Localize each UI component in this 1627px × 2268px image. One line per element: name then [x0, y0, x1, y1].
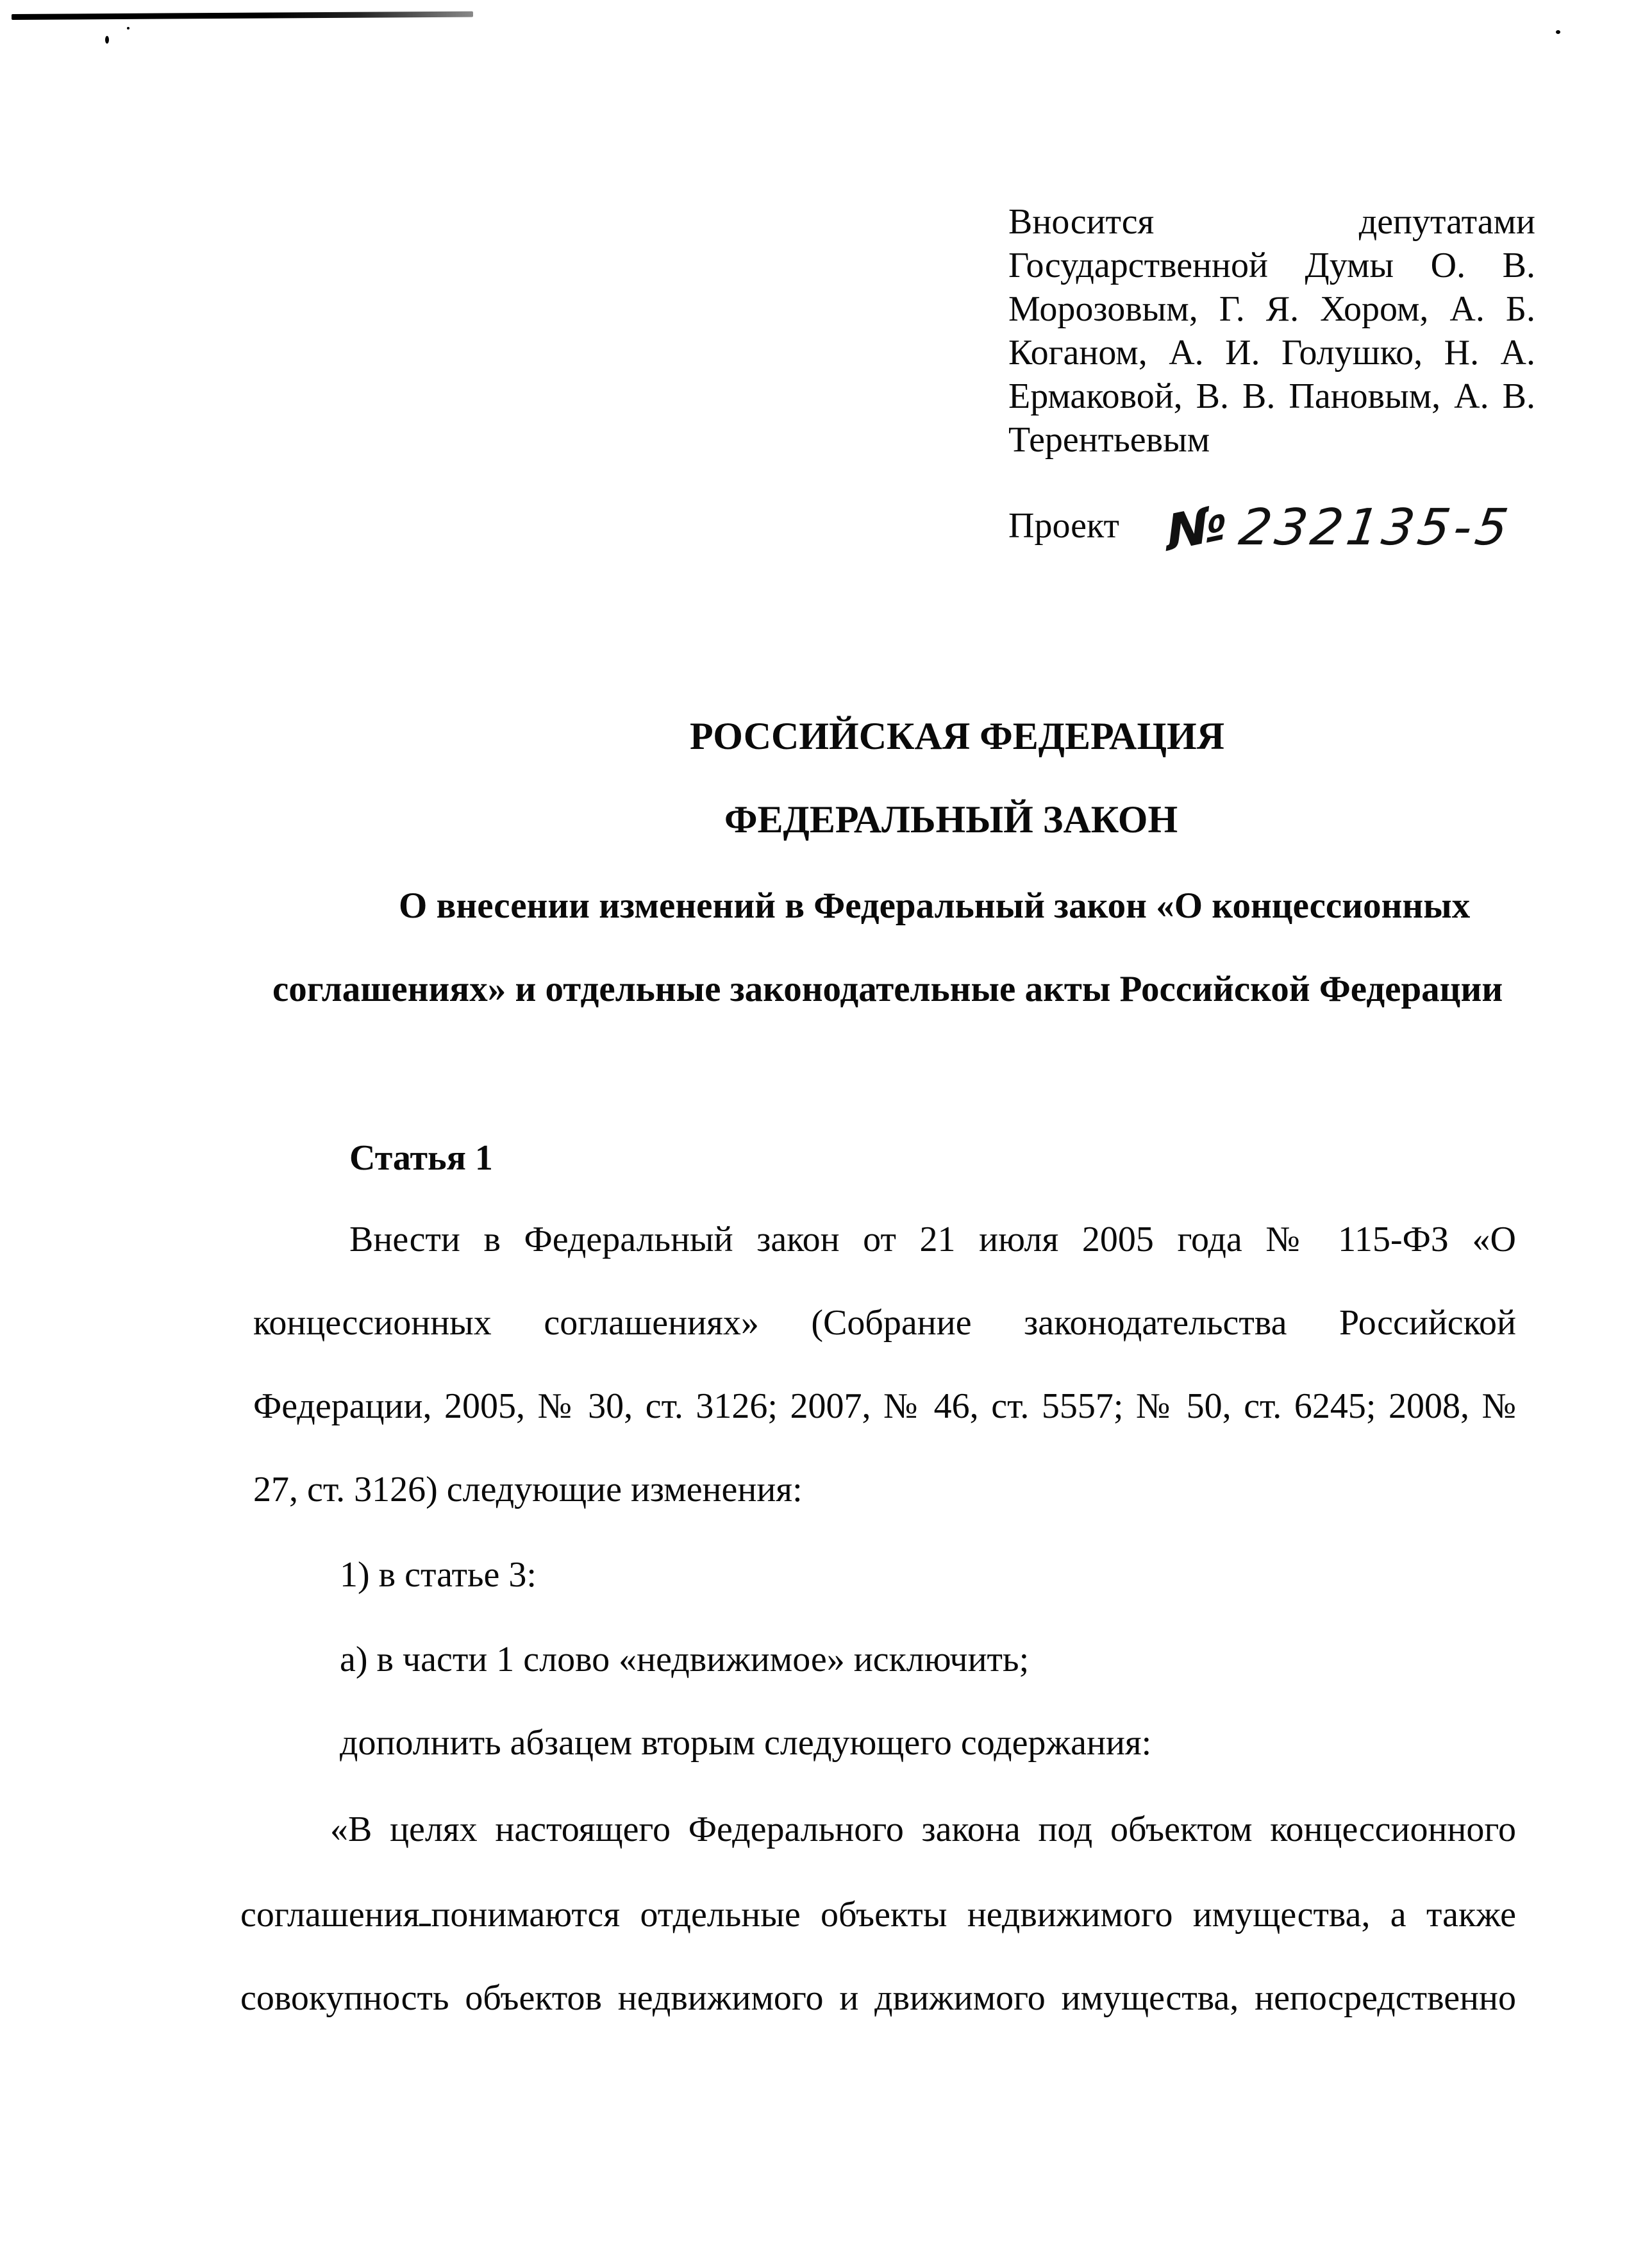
document-type-title: ФЕДЕРАЛЬНЫЙ ЗАКОН: [724, 798, 1178, 841]
introduced-by-line-1: [1008, 204, 1535, 240]
introduced-by-line-6: Терентьевым: [1008, 420, 1210, 460]
law-subject-line-2: соглашениях» и отдельные законодательные акты Российской Федерации: [272, 969, 1503, 1009]
scan-speck: [1556, 30, 1560, 34]
introduced-by-line-5: Ермаковой, В. В. Пановым, А. В.: [1008, 376, 1535, 416]
introduced-by-line-4: Коганом, А. И. Голушко, Н. А.: [1008, 333, 1535, 373]
quote-line-2-start: соглашения: [240, 1897, 431, 1933]
country-title: РОССИЙСКАЯ ФЕДЕРАЦИЯ: [690, 715, 1225, 757]
quote-line-2: [240, 1897, 1516, 1933]
article-intro-line-4: 27, ст. 3126) следующие изменения:: [253, 1470, 803, 1509]
article-intro-line-2: концессионных соглашениях» (Собрание законодательства Российской: [253, 1303, 1516, 1343]
project-number: 232135-5: [1235, 499, 1515, 557]
handwritten-number-sign: №: [1164, 492, 1233, 563]
article-heading: Статья 1: [349, 1138, 493, 1178]
introduced-word: Вносится: [1008, 202, 1155, 242]
scan-speck: [127, 27, 129, 29]
article-intro-line-1: Внести в Федеральный закон от 21 июля 2005 года № 115-ФЗ «О: [349, 1220, 1516, 1259]
quote-line-3: совокупность объектов недвижимого и движимого имущества, непосредственно: [240, 1978, 1516, 2018]
project-number-handwritten: [1164, 492, 1515, 563]
item-1-article-3: 1) в статье 3:: [340, 1555, 537, 1595]
project-label: Проект: [1008, 506, 1119, 546]
deputies-word: депутатами: [1358, 202, 1535, 242]
quote-line-1: «В целях настоящего Федерального закона под объектом концессионного: [330, 1810, 1516, 1849]
scan-edge-line: [12, 12, 473, 20]
supplement-paragraph: дополнить абзацем вторым следующего содержания:: [340, 1723, 1152, 1763]
typo-underscore-mark: [419, 1923, 431, 1926]
introduced-by-line-2: Государственной Думы О. В.: [1008, 246, 1535, 285]
introduced-by-line-3: Морозовым, Г. Я. Хором, А. Б.: [1008, 289, 1535, 329]
quote-line-2-rest: понимаются отдельные объекты недвижимого имущества, а также: [431, 1895, 1516, 1935]
item-a-part-1: а) в части 1 слово «недвижимое» исключить;: [340, 1640, 1030, 1679]
article-intro-line-3: Федерации, 2005, № 30, ст. 3126; 2007, № 46, ст. 5557; № 50, ст. 6245; 2008, №: [253, 1386, 1516, 1426]
scan-speck: [105, 36, 109, 44]
law-subject-line-1: О внесении изменений в Федеральный закон «О концессионных: [399, 886, 1471, 926]
